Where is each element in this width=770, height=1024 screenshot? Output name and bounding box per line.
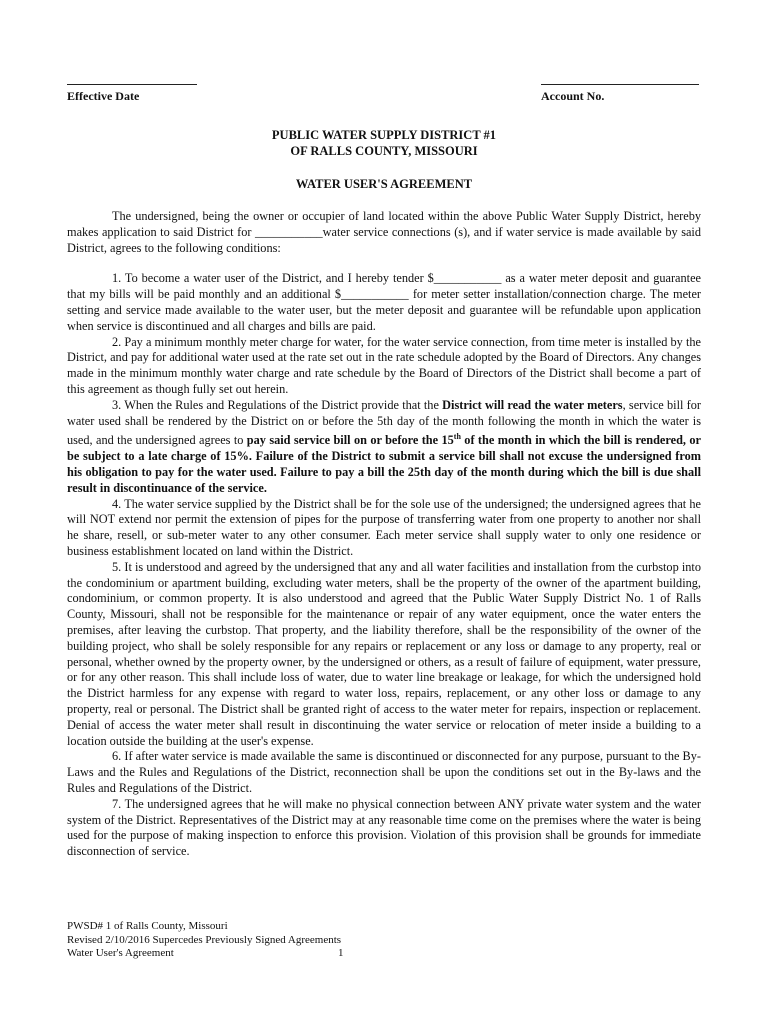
footer-district: PWSD# 1 of Ralls County, Missouri [67, 920, 228, 932]
account-number-field [541, 84, 699, 103]
account-number-line [541, 84, 699, 85]
condition-1: 1. To become a water user of the District, and I hereby tender $___________ as a water meter deposit and guarantee that my bills will be paid monthly and an additional $___________ for meter setter installation/connection charge. The meter setting and service made available to the water user, but the meter deposit and guarantee will be refundable upon application when service is discontinued and all charges and bills are paid. [67, 271, 701, 333]
condition-4: 4. The water service supplied by the District shall be for the sole use of the undersigned; the undersigned agrees that he will NOT extend nor permit the extension of pipes for the purpose of transferring water from one property to another nor shall he share, resell, or sub-meter water to any other consumer. Each meter service shall supply water to only one residence or business establishment located on land within the District. [67, 496, 701, 559]
page-footer [67, 920, 344, 961]
condition-7: 7. The undersigned agrees that he will make no physical connection between ANY private water system and the water system of the District. Representatives of the District may at any reasonable time come on the premises where the water is being used for the purpose of making inspection to enforce this provision. Violation of this provision shall be grounds for immediate disconnection of service. [67, 796, 701, 859]
condition-3-text-c: , service bill for water used shall be rendered by the District on or before the 5th day of the month following the month in which the water is used, and the undersigned agrees to [67, 397, 701, 448]
condition-3-text-a: 3. When the Rules and Regulations of the District provide that the [112, 397, 443, 412]
district-name-line2: OF RALLS COUNTY, MISSOURI [290, 144, 478, 158]
effective-date-line [67, 84, 197, 85]
footer-doc-name: Water User's Agreement [67, 947, 174, 959]
district-name-line1: PUBLIC WATER SUPPLY DISTRICT #1 [271, 128, 497, 142]
effective-date-label: Effective Date [67, 89, 140, 103]
condition-5: 5. It is understood and agreed by the undersigned that any and all water facilities and installation from the curbstop into the condominium or apartment building, excluding water meters, shall be the property of the owner of the apartment building, condominium, or common property. It is also understood and agreed that the Public Water Supply District No. 1 of Ralls County, Missouri, shall not be responsible for the maintenance or repair of any water equipment, once the water enters the premises, after leaving the curbstop. That property, and the liability therefore, shall be the responsibility of the owner of the building project, who shall be solely responsible for any repairs or replacement or any loss or damage to any property, real or personal, whether owned by the property owner, by the undersigned or others, as a result of failure of equipment, water pressure, or for any other reason. This shall include loss of water, due to water line breakage or leakage, for which the undersigned hold the District harmless for any expense with regard to water loss, repairs, replacement, or any other loss or damage to any property, real or personal. The District shall be granted right of access to the water meter for repairs, inspection or replacement. Denial of access the water meter shall result in discontinuing the water service or relocation of meter inside a building to a location outside the building at the user's expense. [67, 559, 701, 748]
condition-6: 6. If after water service is made available the same is discontinued or disconnected for any purpose, pursuant to the By-Laws and the Rules and Regulations of the District, reconnection shall be upon the conditions set out in the By-laws and the Rules and Regulations of the District. [67, 749, 701, 795]
account-number-label: Account No. [541, 89, 605, 103]
effective-date-field [67, 84, 197, 103]
footer-revision: Revised 2/10/2016 Supercedes Previously Signed Agreements [67, 933, 342, 946]
signature-block [67, 84, 701, 103]
agreement-title: WATER USER'S AGREEMENT [295, 177, 473, 191]
page-number: 1 [338, 947, 344, 959]
document-page [67, 84, 701, 860]
condition-2: 2. Pay a minimum monthly meter charge for water, for the water service connection, from time meter is installed by the District, and pay for additional water used at the rate set out in the rate schedule adopted by the Board of Directors. Any changes made in the minimum monthly water charge and rate schedule by the Board of Directors of the District shall become a part of this agreement as though fully set out herein. [67, 334, 701, 396]
condition-3 [67, 398, 701, 497]
condition-3-bold-due: pay said service bill on or before the 15 [246, 433, 454, 448]
intro-paragraph: The undersigned, being the owner or occupier of land located within the above Public Water Supply District, hereby makes application to said District for ___________water service connections (s), and if water service is made available by said District, agrees to the following conditions: [67, 209, 701, 255]
condition-3-superscript: th [453, 432, 461, 442]
condition-3-bold-late-charge: of the month in which the bill is rendered, or be subject to a late charge of 15%. Failure of the District to submit a service bill shall not excuse the undersigned from his obligation to pay for the water used. Failure to pay a bill the 25th day of the month during which the bill is due shall result in discontinuance of the service. [67, 433, 701, 495]
condition-3-bold-meters: District will read the water meters [442, 397, 623, 412]
